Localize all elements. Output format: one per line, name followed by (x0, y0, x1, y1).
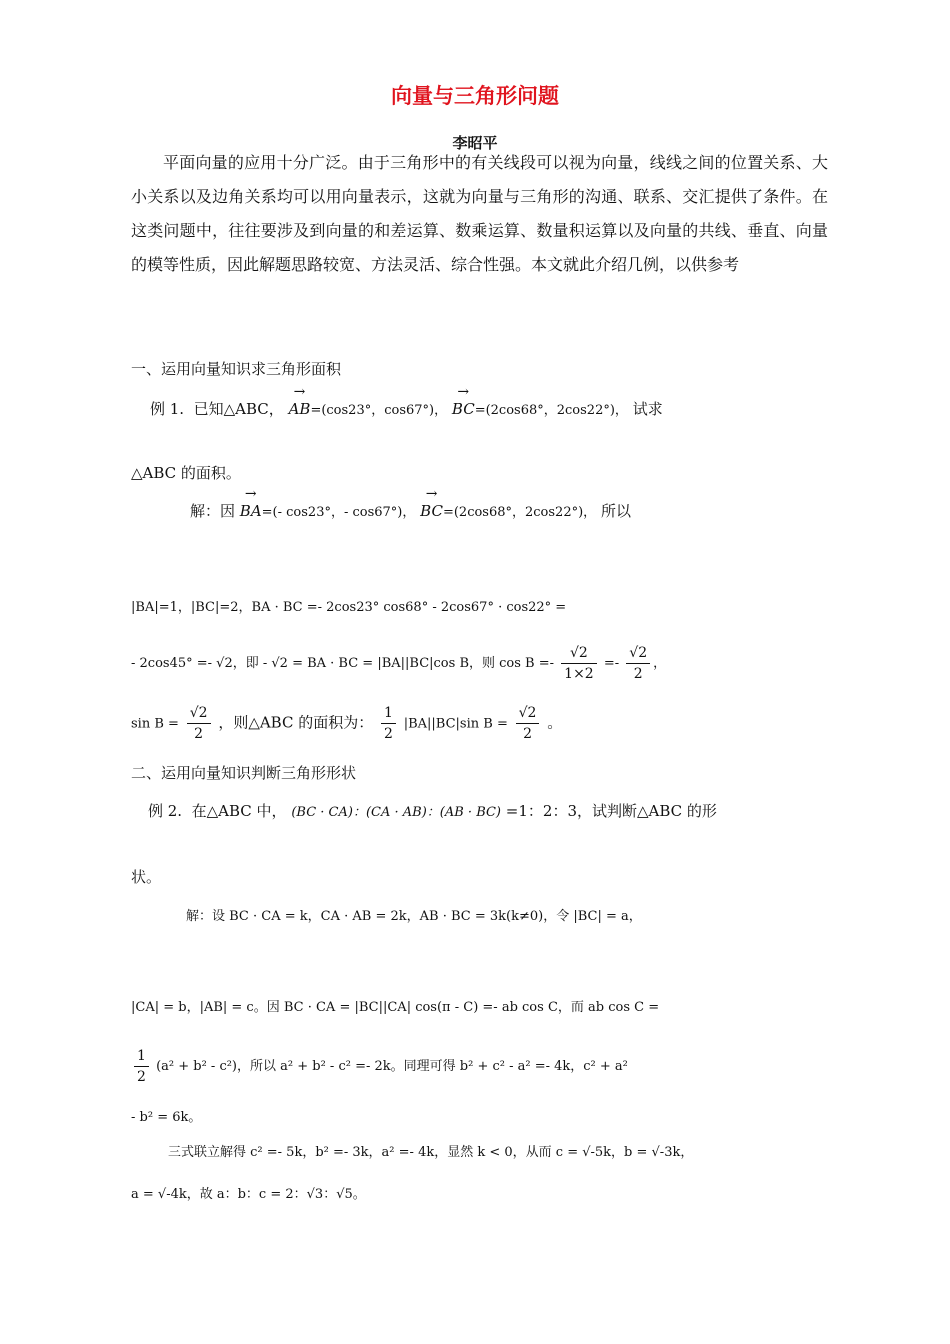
area-intro: ，则△ABC 的面积为： (218, 713, 374, 732)
sin-fraction-num: √2 (187, 703, 211, 724)
solution-2-line-3 (131, 1046, 628, 1087)
sin-expression: sin B = (131, 716, 179, 732)
solution-1-line-1 (190, 500, 631, 521)
cos-expression-b: =- (603, 656, 620, 671)
area-fraction-den: 2 (523, 726, 532, 742)
author-name: 李昭平 (452, 134, 498, 152)
solution-2-half-num: 1 (134, 1046, 149, 1067)
vector-ba: → BA (240, 500, 262, 520)
solution-1-area-line (131, 703, 562, 744)
half-fraction-num: 1 (381, 703, 396, 724)
cos-fraction-1-num: √2 (561, 643, 597, 664)
solution-2-line-3-text: (a² + b² - c²)，所以 a² + b² - c² =- 2k。同理可得 b² + c² - a² =- 4k，c² + a² (156, 1059, 628, 1074)
document-title: 向量与三角形问题 (391, 84, 559, 108)
example-1-line-2: △ABC 的面积。 (131, 464, 241, 482)
area-fraction (516, 703, 540, 744)
example-1-label: 例 1. (150, 400, 185, 418)
vector-bc-2: → BC (420, 500, 443, 520)
vector-ab: → AB (289, 398, 311, 418)
solution-1-label: 解：因 (190, 502, 236, 520)
vector-bc-value: =(2cos68°，2cos22°)， (474, 403, 628, 418)
vector-bc-2-value: =(2cos68°，2cos22°)， (442, 505, 597, 520)
solution-1-modulus-line: |BA|=1，|BC|=2，BA · BC =- 2cos23° cos68° - 2cos67° · cos22° = (131, 600, 567, 615)
section-heading-1: 一、运用向量知识求三角形面积 (131, 360, 342, 378)
vector-ba-value: =(- cos23°，- cos67°)， (261, 505, 416, 520)
example-1-ask: 试求 (632, 400, 663, 418)
section-heading-2: 二、运用向量知识判断三角形形状 (131, 764, 357, 782)
solution-1-so: 所以 (600, 502, 631, 520)
solution-1-cos-line: - 2cos45° =- √2，即 - √2 = BA · BC = |BA||BC|cos B，则 cos B =- $\frac{√2}{1\times 2}$ =- $\frac{√2}{2}$ ， (131, 645, 667, 682)
solution-2-line-2: |CA| = b，|AB| = c。因 BC · CA = |BC||CA| cos(π - C) =- ab cos C，而 ab cos C = (131, 1000, 660, 1015)
vector-ab-value: =(cos23°，cos67°)， (310, 403, 448, 418)
solution-2-line-6: a = √-4k，故 a：b：c = 2：√3：√5。 (131, 1187, 366, 1202)
area-fraction-num: √2 (516, 703, 540, 724)
cos-fraction-1 (561, 643, 597, 684)
vector-bc: → BC (452, 398, 475, 418)
solution-2-half (134, 1046, 149, 1087)
sin-fraction (187, 703, 211, 744)
example-2-line-2: 状。 (131, 868, 162, 886)
solution-2-half-den: 2 (137, 1069, 146, 1085)
half-fraction-den: 2 (384, 726, 393, 742)
example-2-label: 例 2. (148, 802, 183, 820)
example-1-statement (150, 398, 663, 419)
cos-fraction-2-den: 2 (633, 666, 643, 682)
ratio-value: =1：2：3，试判断△ABC 的形 (505, 802, 717, 820)
example-2-text: 在△ABC 中， (191, 802, 287, 820)
solution-2-line-5: 三式联立解得 c² =- 5k，b² =- 3k，a² =- 4k，显然 k < 0，从而 c = √-5k，b = √-3k， (168, 1145, 694, 1160)
cos-fraction-2-num: √2 (626, 643, 650, 664)
half-fraction (381, 703, 396, 744)
intro-paragraph: 平面向量的应用十分广泛。由于三角形中的有关线段可以视为向量，线线之间的位置关系、大小关系以及边角关系均可以用向量表示，这就为向量与三角形的沟通、联系、交汇提供了条件。在这类问题中，往往要涉及到向量的和差运算、数乘运算、数量积运算以及向量的共线、垂直、向量的模等性质，因此解题思路较宽、方法灵活、综合性强。本文就此介绍几例，以供参考 (131, 153, 828, 274)
area-end: 。 (547, 713, 563, 732)
cos-fraction-2 (626, 643, 650, 684)
ratio-expression: (BC · CA)：(CA · AB)：(AB · BC) (291, 805, 502, 820)
example-1-text: 已知△ABC， (193, 400, 284, 418)
cos-fraction-1-den: 1×2 (564, 666, 594, 682)
cos-expression: - 2cos45° =- √2，即 - √2 = BA · BC = |BA||BC|cos B，则 cos B =- (131, 656, 555, 671)
solution-2-line-1: 解：设 BC · CA = k，CA · AB = 2k，AB · BC = 3k(k≠0)，令 |BC| = a， (186, 909, 642, 924)
solution-2-line-4: - b² = 6k。 (131, 1110, 202, 1125)
sin-fraction-den: 2 (194, 726, 204, 742)
area-expression: |BA||BC|sin B = (403, 716, 508, 732)
example-2-statement (148, 800, 717, 821)
